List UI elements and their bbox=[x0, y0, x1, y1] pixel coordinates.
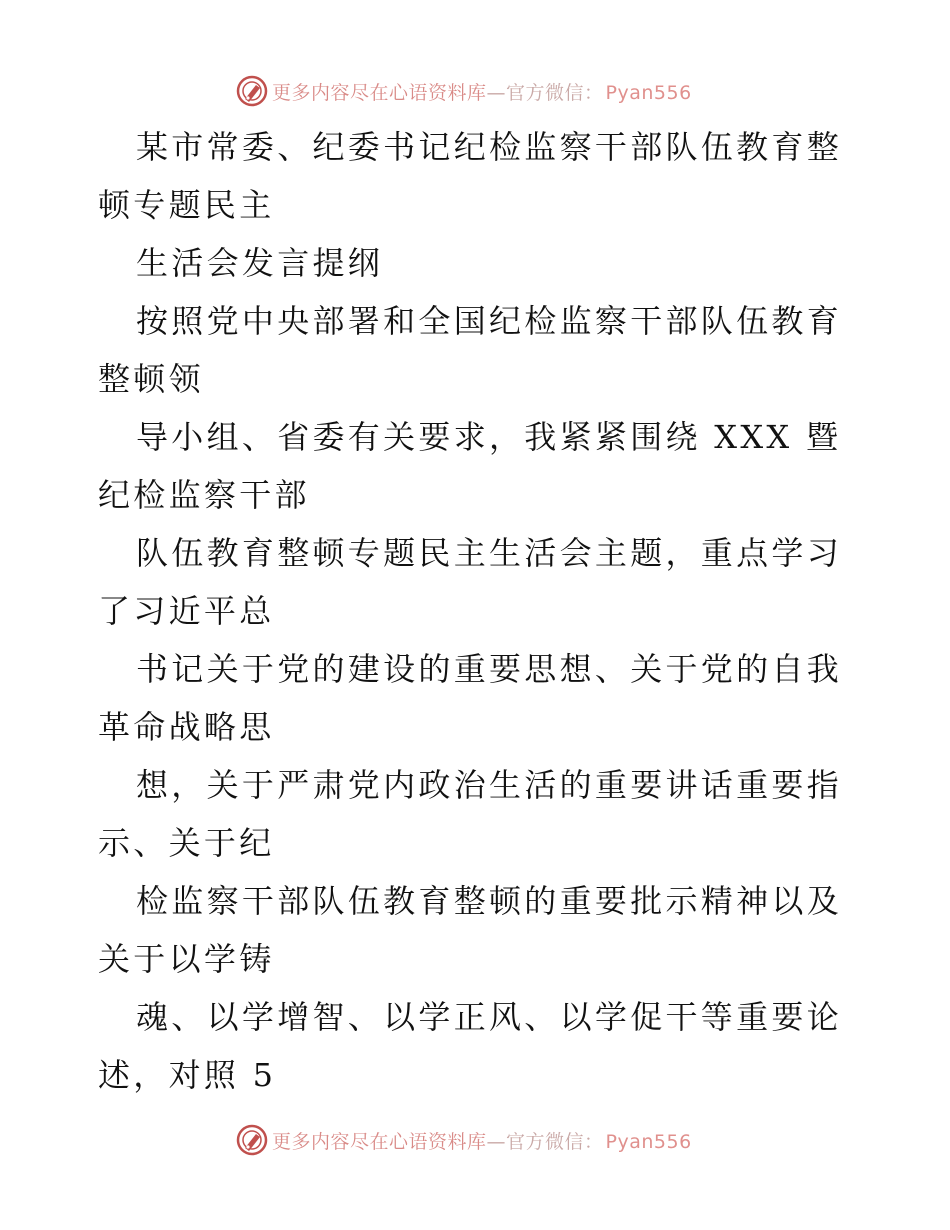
pen-nib-logo-icon bbox=[236, 1124, 268, 1156]
document-line: 某市常委、纪委书记纪检监察干部队伍教育整顿专题民主 bbox=[98, 128, 843, 224]
watermark-site-text: 更多内容尽在心语资料库 bbox=[272, 1130, 487, 1153]
document-line: 生活会发言提纲 bbox=[136, 244, 384, 282]
watermark-text bbox=[272, 1127, 692, 1154]
watermark-wechat-label: 官方微信： bbox=[506, 1130, 604, 1153]
watermark-wechat-id: Pyan556 bbox=[605, 81, 692, 104]
watermark-wechat-id: Pyan556 bbox=[605, 1130, 692, 1153]
document-line: 想，关于严肃党内政治生活的重要讲话重要指示、关于纪 bbox=[98, 766, 843, 862]
header-watermark bbox=[236, 73, 692, 109]
document-line: 检监察干部队伍教育整顿的重要批示精神以及关于以学铸 bbox=[98, 882, 843, 978]
document-line: 导小组、省委有关要求，我紧紧围绕 XXX 暨纪检监察干部 bbox=[98, 418, 842, 514]
document-line: 书记关于党的建设的重要思想、关于党的自我革命战略思 bbox=[98, 650, 843, 746]
watermark-dash: — bbox=[486, 81, 507, 104]
watermark-dash: — bbox=[486, 1130, 507, 1153]
watermark-site-text: 更多内容尽在心语资料库 bbox=[272, 81, 487, 104]
document-body bbox=[98, 118, 868, 1104]
document-line: 队伍教育整顿专题民主生活会主题，重点学习了习近平总 bbox=[98, 534, 843, 630]
document-line: 按照党中央部署和全国纪检监察干部队伍教育整顿领 bbox=[98, 302, 843, 398]
footer-watermark bbox=[236, 1122, 692, 1158]
document-line: 魂、以学增智、以学正风、以学促干等重要论述，对照 5 bbox=[98, 998, 843, 1094]
pen-nib-logo-icon bbox=[236, 75, 268, 107]
watermark-text bbox=[272, 78, 692, 105]
watermark-wechat-label: 官方微信： bbox=[506, 81, 604, 104]
